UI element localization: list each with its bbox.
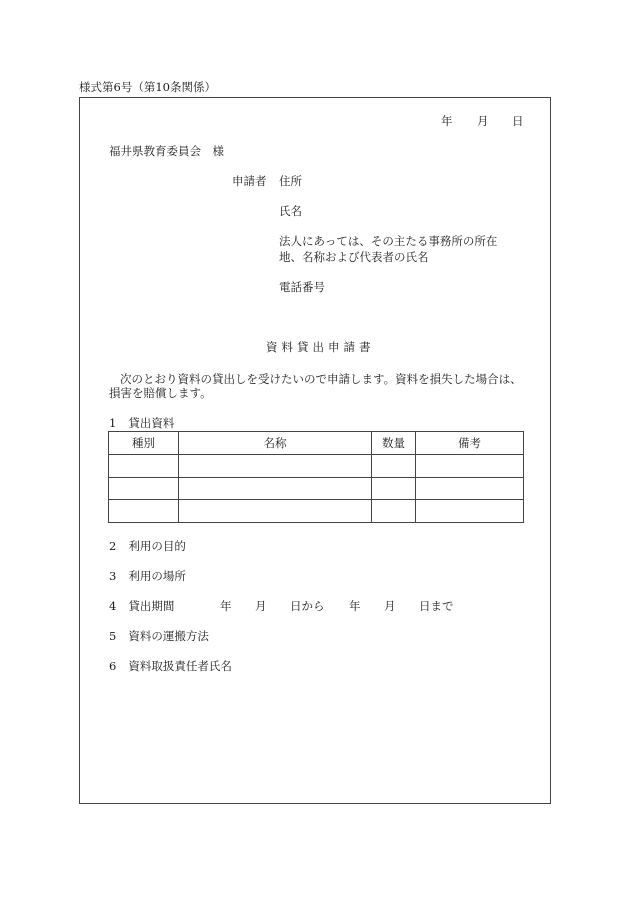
date-year: 年 xyxy=(441,114,453,128)
period-to-year: 年 xyxy=(349,599,361,613)
corp-note-line1: 法人にあっては、その主たる事務所の所在 xyxy=(279,234,498,248)
header-name: 名称 xyxy=(179,432,372,455)
table-cell[interactable] xyxy=(179,454,372,477)
table-row xyxy=(109,454,524,477)
date-month: 月 xyxy=(477,114,489,128)
corp-note-line2: 地、名称および代表者の氏名 xyxy=(279,250,429,264)
name-label: 氏名 xyxy=(279,204,302,218)
table-cell[interactable] xyxy=(109,500,179,523)
section5 xyxy=(109,630,209,644)
section6-label: 資料取扱責任者氏名 xyxy=(128,659,232,673)
table-cell[interactable] xyxy=(416,500,524,523)
table-cell[interactable] xyxy=(372,454,416,477)
section2-num: 2 xyxy=(109,539,117,553)
section6 xyxy=(109,660,232,674)
addressee: 福井県教育委員会 様 xyxy=(109,144,224,158)
header-type: 種別 xyxy=(109,432,179,455)
section4 xyxy=(109,600,174,614)
header-remarks: 備考 xyxy=(416,432,524,455)
section1-num: 1 xyxy=(109,416,117,430)
table-cell[interactable] xyxy=(372,500,416,523)
table-row xyxy=(109,500,524,523)
period-from-year: 年 xyxy=(220,599,232,613)
section3 xyxy=(109,570,186,584)
table-cell[interactable] xyxy=(179,477,372,500)
body-line1: 次のとおり資料の貸出しを受けたいので申請します。資料を損失した場合は、 xyxy=(120,372,522,386)
section5-num: 5 xyxy=(109,629,117,643)
period-to-month: 月 xyxy=(384,599,396,613)
table-cell[interactable] xyxy=(416,454,524,477)
section1-label: 貸出資料 xyxy=(128,416,175,430)
phone-label: 電話番号 xyxy=(279,280,325,294)
section3-label: 利用の場所 xyxy=(128,569,186,583)
table-header-row xyxy=(109,432,524,455)
section1 xyxy=(109,417,174,431)
lending-table xyxy=(108,431,524,523)
table-cell[interactable] xyxy=(416,477,524,500)
section3-num: 3 xyxy=(109,569,117,583)
section6-num: 6 xyxy=(109,659,117,673)
period-to-day: 日まで xyxy=(419,599,454,613)
header-quantity: 数量 xyxy=(372,432,416,455)
section4-label: 貸出期間 xyxy=(128,599,175,613)
section4-num: 4 xyxy=(109,599,117,613)
applicant-label: 申請者 xyxy=(232,174,267,188)
table-cell[interactable] xyxy=(179,500,372,523)
section2-label: 利用の目的 xyxy=(128,539,186,553)
form-id: 様式第6号（第10条関係） xyxy=(79,80,216,94)
table-cell[interactable] xyxy=(109,454,179,477)
address-label: 住所 xyxy=(279,174,302,188)
table-cell[interactable] xyxy=(109,477,179,500)
table-cell[interactable] xyxy=(372,477,416,500)
period-from-day: 日から xyxy=(290,599,325,613)
document-title: 資料貸出申請書 xyxy=(266,340,375,354)
date-day: 日 xyxy=(512,114,524,128)
section5-label: 資料の運搬方法 xyxy=(128,629,209,643)
section2 xyxy=(109,540,186,554)
table-row xyxy=(109,477,524,500)
body-line2: 損害を賠償します。 xyxy=(109,386,212,400)
period-from-month: 月 xyxy=(255,599,267,613)
